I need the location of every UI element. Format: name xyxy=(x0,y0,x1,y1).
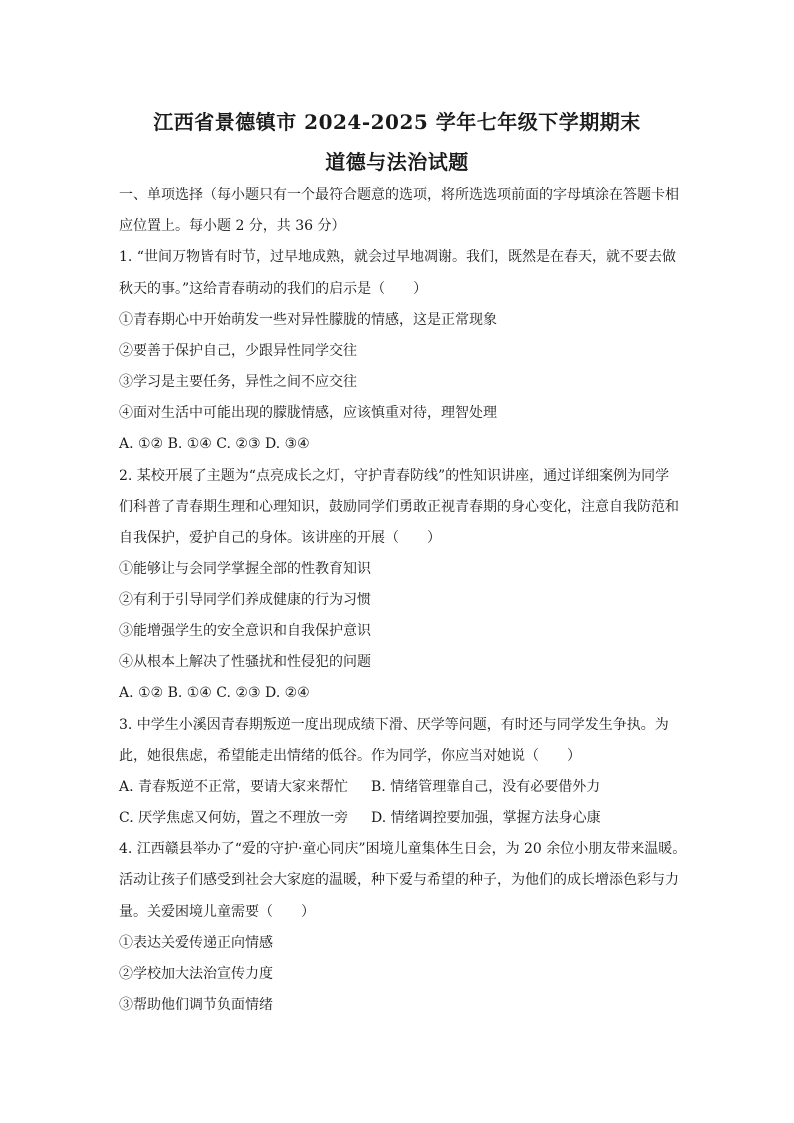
q1-stem-line-2: 秋天的事。”这给青春萌动的我们的启示是（ ） xyxy=(119,281,428,297)
q1-stem-line-1: 1. “世间万物皆有时节，过早地成熟，就会过早地凋谢。我们，既然是在春天，就不要去做 xyxy=(119,249,676,265)
q3-option-d: D. 情绪调控要加强，掌握方法身心康 xyxy=(371,810,601,826)
q3-stem-line-1: 3. 中学生小溪因青春期叛逆一度出现成绩下滑、厌学等问题，有时还与同学发生争执。为 xyxy=(119,717,669,733)
q1-item-4: ④面对生活中可能出现的朦胧情感，应该慎重对待，理智处理 xyxy=(119,405,497,421)
q2-stem-line-2: 们科普了青春期生理和心理知识，鼓励同学们勇敢正视青春期的身心变化，注意自我防范和 xyxy=(119,499,679,515)
q4-item-2: ②学校加大法治宣传力度 xyxy=(119,966,273,982)
q4-item-3: ③帮助他们调节负面情绪 xyxy=(119,997,273,1013)
q2-stem-line-3: 自我保护，爱护自己的身体。该讲座的开展（ ） xyxy=(119,530,441,546)
q4-item-1: ①表达关爱传递正向情感 xyxy=(119,935,273,951)
q2-item-2: ②有利于引导同学们养成健康的行为习惯 xyxy=(119,592,371,608)
q3-stem-line-2: 此，她很焦虑，希望能走出情绪的低谷。作为同学，你应当对她说（ ） xyxy=(119,748,581,764)
q3-option-c: C. 厌学焦虑又何妨，置之不理放一旁 xyxy=(119,810,349,826)
q4-stem-line-1: 4. 江西赣县举办了“爱的守护·童心同庆”困境儿童集体生日会，为 20 余位小朋友带来温暖。 xyxy=(119,841,687,857)
exam-subtitle: 道德与法治试题 xyxy=(325,150,469,174)
q1-item-1: ①青春期心中开始萌发一些对异性朦胧的情感，这是正常现象 xyxy=(119,312,497,328)
q3-option-a: A. 青春叛逆不正常，要请大家来帮忙 xyxy=(119,779,349,795)
q2-item-1: ①能够让与会同学掌握全部的性教育知识 xyxy=(119,561,371,577)
q2-item-4: ④从根本上解决了性骚扰和性侵犯的问题 xyxy=(119,654,371,670)
q2-stem-line-1: 2. 某校开展了主题为“点亮成长之灯，守护青春防线”的性知识讲座，通过详细案例为同学 xyxy=(119,468,670,484)
q1-item-3: ③学习是主要任务，异性之间不应交往 xyxy=(119,374,357,390)
q1-item-2: ②要善于保护自己，少跟异性同学交往 xyxy=(119,343,357,359)
q1-options: A. ①② B. ①④ C. ②③ D. ③④ xyxy=(119,436,310,452)
q2-item-3: ③能增强学生的安全意识和自我保护意识 xyxy=(119,623,371,639)
section-instruction-line-1: 一、单项选择（每小题只有一个最符合题意的选项，将所选选项前面的字母填涂在答题卡相 xyxy=(119,187,679,203)
section-instruction-line-2: 应位置上。每小题 2 分，共 36 分） xyxy=(119,218,346,234)
q3-option-b: B. 情绪管理靠自己，没有必要借外力 xyxy=(371,779,601,795)
q4-stem-line-2: 活动让孩子们感受到社会大家庭的温暖，种下爱与希望的种子，为他们的成长增添色彩与力 xyxy=(119,872,679,888)
exam-title: 江西省景德镇市 2024-2025 学年七年级下学期期末 xyxy=(153,110,641,134)
q4-stem-line-3: 量。关爱困境儿童需要（ ） xyxy=(119,904,315,920)
q2-options: A. ①② B. ①④ C. ②③ D. ②④ xyxy=(119,685,310,701)
